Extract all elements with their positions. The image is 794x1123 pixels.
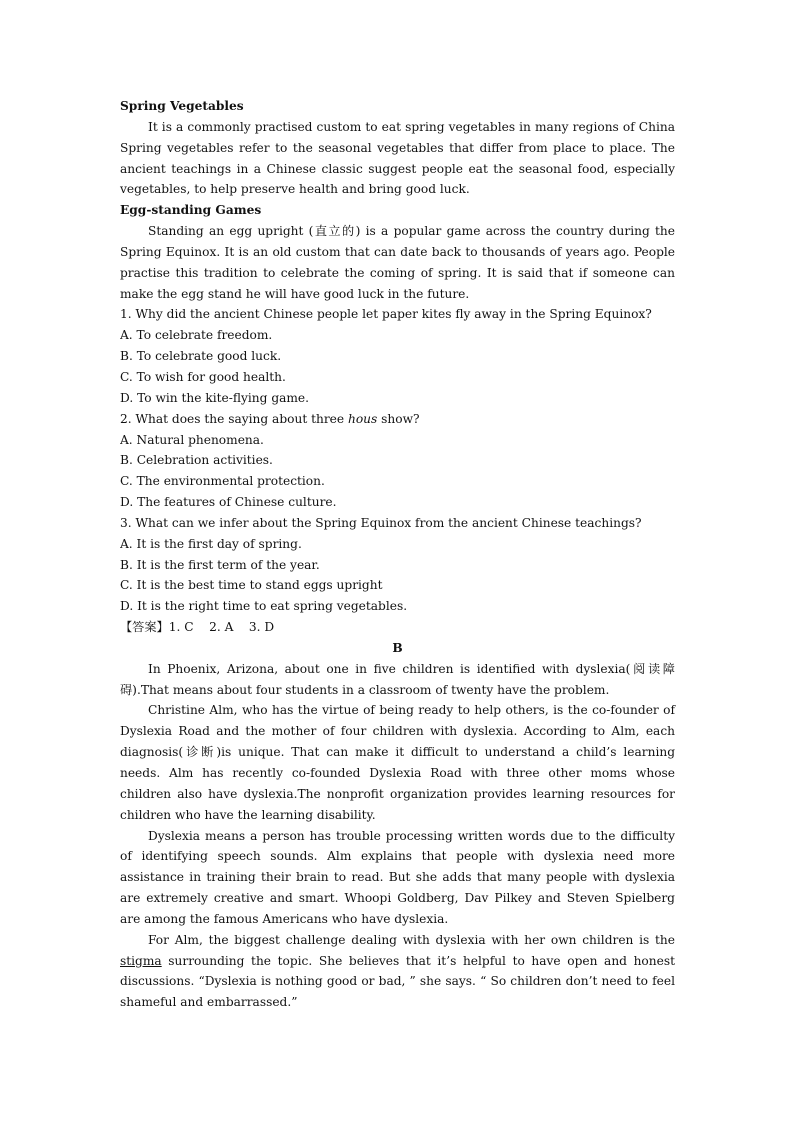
paragraph-text: For Alm, the biggest challenge dealing with dyslexia with her own children is the [148,932,675,947]
passage-b-paragraph-4 [120,930,675,1013]
passage-b-paragraph-3: Dyslexia means a person has trouble processing written words due to the difficulty of identifying speech sounds. Alm explains that people with dyslexia need more assistance in training their brain to read. But she adds that many people with dyslexia are extremely creative and smart. Whoopi Goldberg, Dav Pilkey and Steven Spielberg are among the famous Americans who have dyslexia. [120,828,675,926]
question-1 [120,304,675,408]
answer-key: 【答案】1. C 2. A 3. D [120,620,275,635]
question-2 [120,409,675,513]
answer-option: D. The features of Chinese culture. [120,495,337,510]
answer-option: B. To celebrate good luck. [120,349,282,364]
answer-option: C. It is the best time to stand eggs upright [120,578,383,593]
question-3 [120,513,675,617]
answer-option: D. It is the right time to eat spring vegetables. [120,599,408,614]
question-stem [120,409,675,430]
answer-option: C. To wish for good health. [120,369,286,384]
paragraph-text: surrounding the topic. She believes that it’s helpful to have open and honest discussions. “Dyslexia is nothing good or bad, ” she says. “ So children don’t need to feel shameful and embarrassed.” [120,953,675,1010]
document-page [120,96,675,1013]
passage-b-paragraph-2: Christine Alm, who has the virtue of being ready to help others, is the co-founder of Dyslexia Road and the mother of four children with dyslexia. According to Alm, each diagnosis(诊断)is unique. That can make it difficult to understand a child’s learning needs. Alm has recently co-founded Dyslexia Road with three other moms whose children also have dyslexia.The nonprofit organization provides learning resources for children who have the learning disability. [120,703,675,822]
paragraph-spring-vegetables: It is a commonly practised custom to eat spring vegetables in many regions of China Spring vegetables refer to the seasonal vegetables that differ from place to place. The ancient teachings in a Chinese classic suggest people eat the seasonal food, especially vegetables, to help preserve health and bring good luck. [120,119,675,197]
question-stem: 1. Why did the ancient Chinese people let paper kites fly away in the Spring Equinox? [120,307,652,322]
question-stem: 3. What can we infer about the Spring Equinox from the ancient Chinese teachings? [120,515,642,530]
answer-option: D. To win the kite-flying game. [120,390,310,405]
stem-part: 2. What does the saying about three [120,411,348,426]
passage-label: B [392,640,403,655]
answer-option: A. To celebrate freedom. [120,328,273,343]
stem-part: show? [377,411,420,426]
answer-option: A. Natural phenomena. [120,432,264,447]
passage-b-paragraph-1: In Phoenix, Arizona, about one in five children is identified with dyslexia(阅读障碍).That means about four students in a classroom of twenty have the problem. [120,661,675,697]
paragraph-egg-standing: Standing an egg upright (直立的) is a popular game across the country during the Spring Equinox. It is an old custom that can date back to thousands of years ago. People practise this tradition to celebrate the coming of spring. It is said that if someone can make the egg stand he will have good luck in the future. [120,224,675,301]
answer-option: B. It is the first term of the year. [120,557,320,572]
heading-egg-standing: Egg-standing Games [120,203,262,218]
heading-spring-vegetables: Spring Vegetables [120,99,244,113]
underlined-word: stigma [120,953,162,968]
stem-italic-word: hous [347,411,378,426]
answer-option: C. The environmental protection. [120,474,325,489]
answer-option: A. It is the first day of spring. [120,536,302,551]
answer-option: B. Celebration activities. [120,453,273,468]
